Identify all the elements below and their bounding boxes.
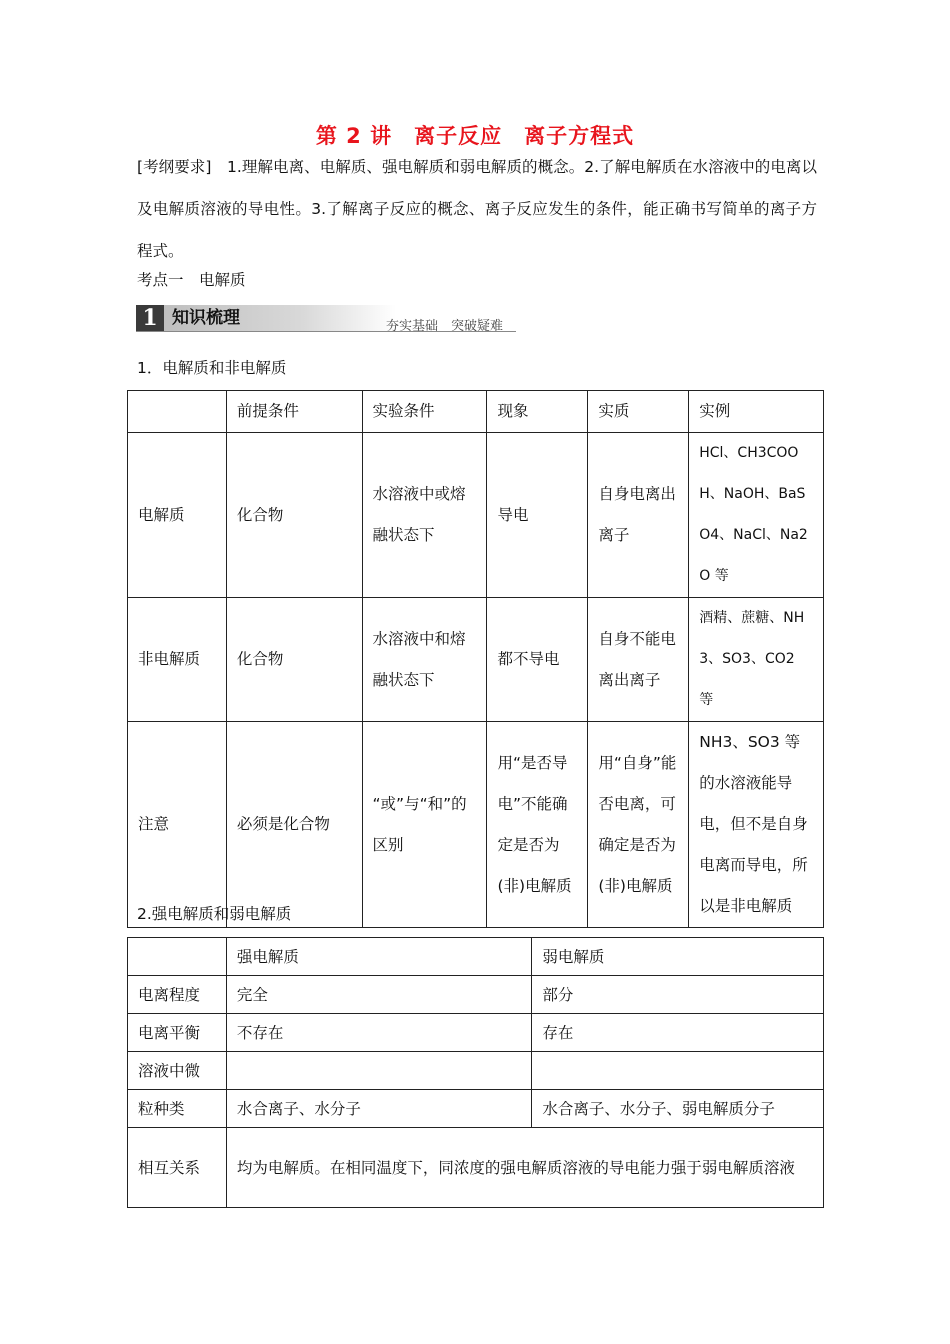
strong-weak-table (127, 937, 824, 1208)
table-cell: 用“自身”能否电离，可确定是否为(非)电解质 (588, 722, 689, 928)
table-header-cell: 现象 (487, 391, 588, 433)
table-header-cell: 实验条件 (362, 391, 487, 433)
table-row (128, 1014, 824, 1052)
table-cell: 电解质 (128, 433, 227, 598)
table-cell: 酒精、蔗糖、NH3、SO3、CO2 等 (689, 598, 824, 722)
table-row (128, 1052, 824, 1090)
table-cell: 水合离子、水分子 (226, 1090, 532, 1128)
table-cell: 均为电解质。在相同温度下，同浓度的强电解质溶液的导电能力强于弱电解质溶液 (226, 1128, 823, 1208)
table-cell: 化合物 (226, 598, 362, 722)
table-cell: 完全 (226, 976, 532, 1014)
table-row (128, 1090, 824, 1128)
table-cell (532, 1052, 824, 1090)
section-heading: 考点一 电解质 (137, 271, 246, 289)
table-header-cell (128, 391, 227, 433)
subsection-title-1: 1．电解质和非电解质 (137, 359, 287, 377)
table-cell: 水溶液中或熔融状态下 (362, 433, 487, 598)
table-cell: NH3、SO3 等的水溶液能导电，但不是自身电离而导电，所以是非电解质 (689, 722, 824, 928)
banner-subtitle: 夯实基础 突破疑难 (386, 319, 504, 334)
table-cell: “或”与“和”的区别 (362, 722, 487, 928)
table-cell: 用“是否导电”不能确定是否为(非)电解质 (487, 722, 588, 928)
knowledge-banner (136, 305, 516, 335)
banner-number: 1 (136, 305, 164, 331)
table-cell: 都不导电 (487, 598, 588, 722)
table-cell: 溶液中微 (128, 1052, 227, 1090)
table-row (128, 976, 824, 1014)
table-cell: 水溶液中和熔融状态下 (362, 598, 487, 722)
table-cell: 存在 (532, 1014, 824, 1052)
table-cell: 相互关系 (128, 1128, 227, 1208)
table-header-cell: 强电解质 (226, 938, 532, 976)
table-cell: 非电解质 (128, 598, 227, 722)
table-header-cell: 实例 (689, 391, 824, 433)
table-cell: 粒种类 (128, 1090, 227, 1128)
table-header-cell: 弱电解质 (532, 938, 824, 976)
table-cell: 自身电离出离子 (588, 433, 689, 598)
table-cell: 必须是化合物 (226, 722, 362, 928)
table-header-cell: 实质 (588, 391, 689, 433)
table-row (128, 433, 824, 598)
subsection-title-2: 2.强电解质和弱电解质 (137, 905, 292, 923)
banner-heading: 知识梳理 (164, 305, 396, 331)
electrolyte-table (127, 390, 824, 928)
table-cell: 化合物 (226, 433, 362, 598)
table-cell: 电离程度 (128, 976, 227, 1014)
table-cell: 电离平衡 (128, 1014, 227, 1052)
page-title: 第 2 讲 离子反应 离子方程式 (315, 124, 635, 148)
table-cell: HCl、CH3COOH、NaOH、BaSO4、NaCl、Na2O 等 (689, 433, 824, 598)
table-cell (226, 1052, 532, 1090)
table-row (128, 722, 824, 928)
table-header-row (128, 391, 824, 433)
table-cell: 水合离子、水分子、弱电解质分子 (532, 1090, 824, 1128)
table-row (128, 598, 824, 722)
banner-rule (136, 331, 516, 332)
table-header-cell (128, 938, 227, 976)
table-cell: 注意 (128, 722, 227, 928)
table-cell: 部分 (532, 976, 824, 1014)
table-header-cell: 前提条件 (226, 391, 362, 433)
table-cell: 自身不能电离出离子 (588, 598, 689, 722)
table-cell: 不存在 (226, 1014, 532, 1052)
table-row (128, 1128, 824, 1208)
table-cell: 导电 (487, 433, 588, 598)
table-header-row (128, 938, 824, 976)
syllabus-requirements: [考纲要求] 1.理解电离、电解质、强电解质和弱电解质的概念。2.了解电解质在水溶液中的电离以及电解质溶液的导电性。3.了解离子反应的概念、离子反应发生的条件，能正确书写简单的离子方程式。 (137, 158, 817, 260)
